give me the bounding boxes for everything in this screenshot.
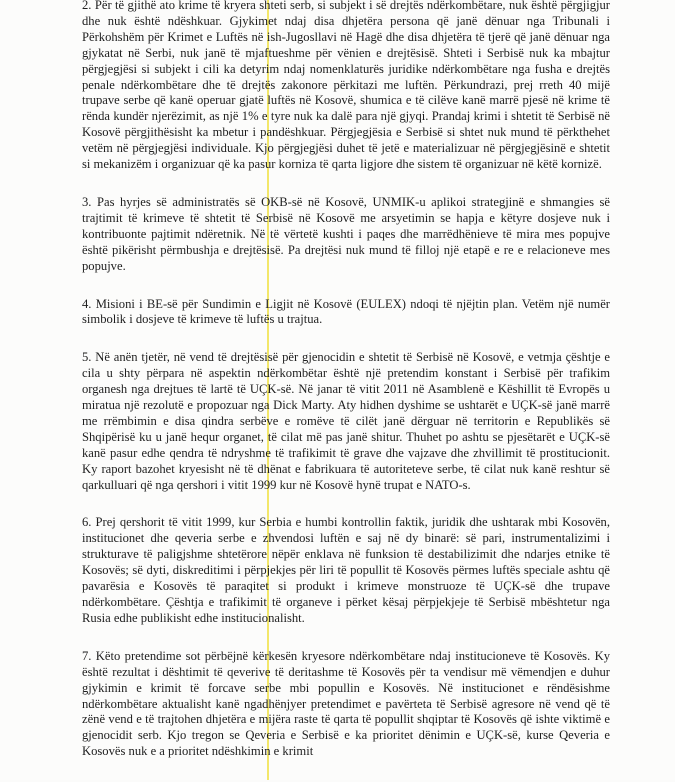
paragraph-4 bbox=[82, 297, 610, 329]
paragraph-text: 3. Pas hyrjes së administratës së OKB-së në Kosovë, UNMIK-u aplikoi strategjinë e shmangies së trajtimit të krimeve të shtetit të Serbisë në Kosovë me arsyetimin se hapja e këtyre dosjeve nuk i kontribuonte pajtimit ndëretnik. Në të vërtetë kushti i paqes dhe marrëdhënieve të mira mes popujve është pikërisht përmbushja e drejtësisë. Pa drejtësi nuk mund të filloj një etapë e re e relacioneve mes popujve. bbox=[82, 194, 610, 273]
paragraph-text: 7. Këto pretendime sot përbëjnë kërkesën kryesore ndërkombëtare ndaj institucioneve të Kosovës. Ky është rezultat i dështimit të qeverive të deritashme të Kosovës për ta vendisur më vëmendjen e duhur gjykimin e krimit të forcave serbe mbi popullin e Kosovës. Në institucionet e rëndësishme ndërkombëtare aktualisht kanë ngadhënjyer pretendimet e pavërteta të Serbisë agresore në vend që të zënë vend e të trajtohen dhjetëra e mijëra raste të qarta të popullit shqiptar të Kosovës që ishte viktimë e gjenocidit serb. Kjo tregon se Qeveria e Serbisë e ka prioritet dënimin e UÇK-së, kurse Qeveria e Kosovës nuk e a prioritet ndëshkimin e krimit bbox=[82, 648, 610, 759]
paragraph-6 bbox=[82, 515, 610, 626]
paragraph-text: 4. Misioni i BE-së për Sundimin e Ligjit në Kosovë (EULEX) ndoqi të njëjtin plan. Vetëm një numër simbolik i dosjeve të krimeve të luftës u trajtua. bbox=[82, 296, 610, 327]
paragraph-5 bbox=[82, 350, 610, 493]
paragraph-2 bbox=[82, 0, 610, 173]
document-body bbox=[82, 0, 610, 782]
paragraph-text: 2. Për të gjithë ato krime të kryera shteti serb, si subjekt i së drejtës ndërkombëtare, nuk është përgjigjur dhe nuk është ndëshkuar. Gjykimet ndaj disa dhjetëra persona që janë dënuar nga Tribunali i Përkohshëm për Krimet e Luftës në ish-Jugosllavi në Hagë dhe disa dhjetëra të tjerë që janë dënuar nga gjykatat në Serbi, nuk janë të mjaftueshme për vënien e drejtësisë. Shteti i Serbisë nuk ka mbajtur përgjegjësi si subjekt i cili ka detyrim ndaj nomenklaturës juridike ndërkombëtare nga fusha e drejtës penale ndërkombëtare dhe të drejtës zakonore përkitazi me luftën. Përkundrazi, prej rreth 40 mijë trupave serbe që kanë operuar gjatë luftës në Kosovë, shumica e të cilëve kanë marrë pjesë në krime të rënda kundër njerëzimit, as një 1% e tyre nuk ka dalë para një gjyqi. Prandaj krimi i shtetit të Serbisë në Kosovë përgjithësisht ka mbetur i pandëshkuar. Përgjegjësia e Serbisë si shtet nuk mund të përkthehet vetëm në përgjegjësi individuale. Kjo përgjegjësi duhet të jetë e materializuar në përgjegjësinë e shtetit si mekanizëm i organizuar që ka pasur korniza të qarta ligjore dhe sistem të organizuar në këtë kornizë. bbox=[82, 0, 610, 172]
paragraph-7 bbox=[82, 649, 610, 760]
paragraph-text: 6. Prej qershorit të vitit 1999, kur Serbia e humbi kontrollin faktik, juridik dhe ushtarak mbi Kosovën, institucionet dhe qeveria serbe e zhvendosi luftën e saj në dy binarë: së pari, instrumentalizimi i strukturave të paligjshme shtetërore nëpër enklava në funksion të destabilizimit dhe ndarjes etnike të Kosovës; së dyti, diskreditimi i përpjekjes për liri të popullit të Kosovës përmes luftës speciale ashtu që pavarësia e Kosovës të paraqitet si produkt i krimeve monstruoze të UÇK-së dhe trupave ndërkombëtare. Çështja e trafikimit të organeve i përket kësaj përpjekjeje të Serbisë mbështetur nga Rusia edhe publikisht edhe institucionalisht. bbox=[82, 515, 610, 625]
paragraph-text: 5. Në anën tjetër, në vend të drejtësisë për gjenocidin e shtetit të Serbisë në Kosovë, e vetmja çështje e cila u shty përpara në aspektin ndërkombëtar është një pretendim konstant i Serbisë për trafikim organesh nga drejtues të lartë të UÇK-së. Në janar të vitit 2011 në Asamblenë e Këshillit të Evropës u miratua një rezolutë e propozuar nga Dick Marty. Aty hidhen dyshime se ushtarët e UÇK-së janë marrë me rrëmbimin e disa qindra serbëve e romëve të cilët janë dërguar në territorin e Republikës së Shqipërisë ku u janë hequr organet, të cilat më pas janë shitur. Thuhet po ashtu se pjesëtarët e UÇK-së kanë pasur edhe qendra të ndryshme të trafikimit të grave dhe vajzave dhe zhvillimit të prostitucionit. Ky raport bazohet kryesisht në të dhënat e fabrikuara të autoriteteve serbe, të cilat nuk kanë reshtur së qarkulluari që nga qershori i vitit 1999 kur në Kosovë hynë trupat e NATO-s. bbox=[82, 350, 610, 492]
paragraph-3 bbox=[82, 195, 610, 275]
